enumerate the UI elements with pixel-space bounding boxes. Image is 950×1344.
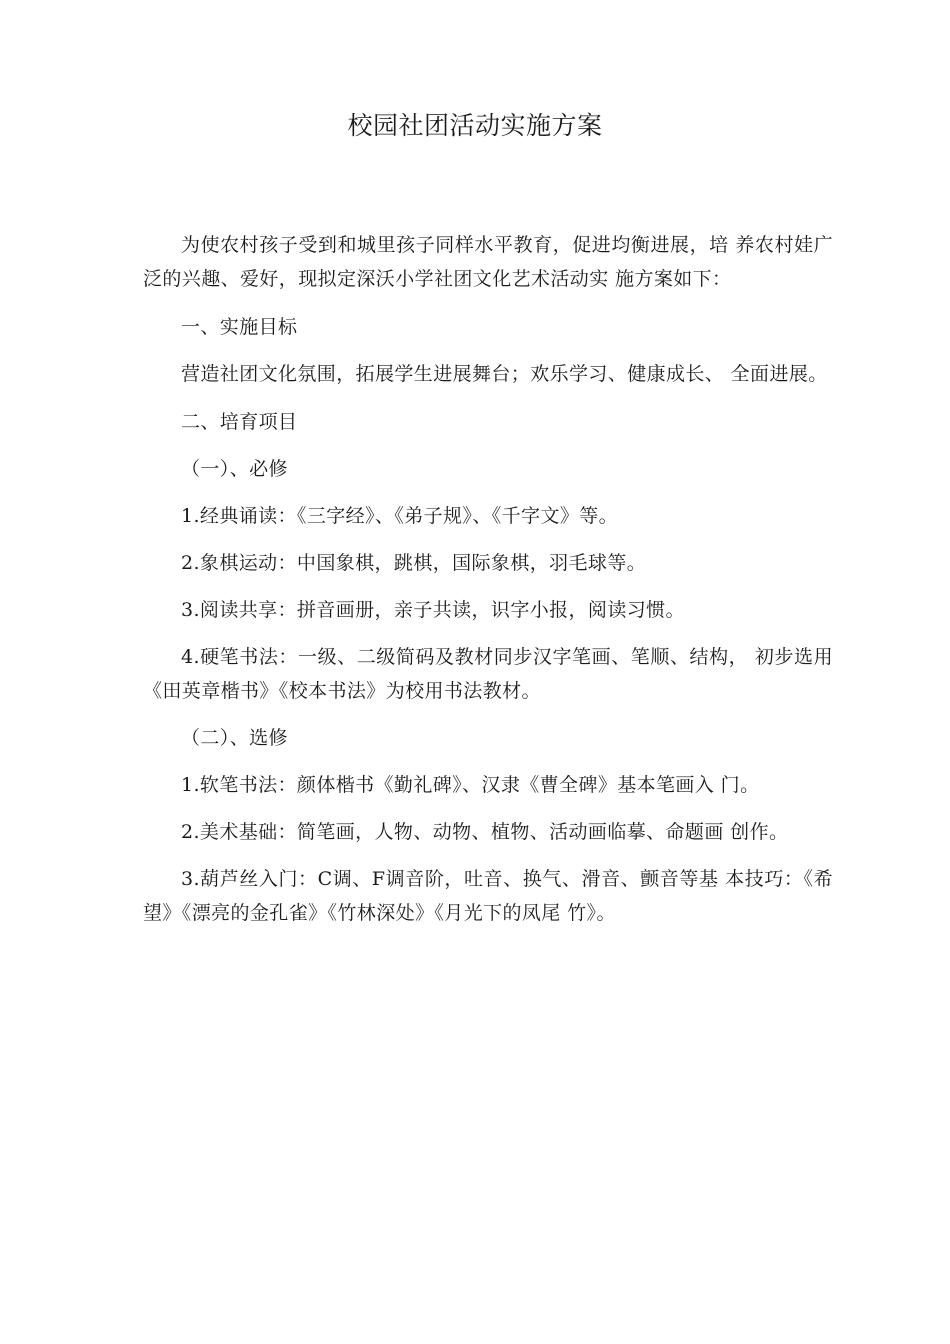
required-item: 3.阅读共享：拼音画册，亲子共读，识字小报，阅读习惯。 [181,599,685,621]
document-title: 校园社团活动实施方案 [347,111,603,140]
elective-item: 3.葫芦丝入门：C调、F调音阶，吐音、换气、滑音、颤音等基 本技巧：《希望》《漂亮的金孔雀》《竹林深处》《月光下的凤尾 竹》。 [143,868,833,924]
section-heading-goals: 一、实施目标 [181,316,298,338]
section-heading-projects: 二、培育项目 [181,411,298,433]
required-item: 1.经典诵读：《三字经》、《弟子规》、《千字文》等。 [181,505,619,527]
document-body [143,228,833,930]
subheading-required: （一）、必修 [181,458,288,480]
subheading-elective: （二）、选修 [181,727,288,749]
elective-item: 1.软笔书法：颜体楷书《勤礼碑》、汉隶《曹全碑》基本笔画入 门。 [181,774,760,796]
required-item: 2.象棋运动：中国象棋，跳棋，国际象棋，羽毛球等。 [181,552,647,574]
goals-paragraph: 营造社团文化氛围，拓展学生进展舞台；欢乐学习、健康成长、 全面进展。 [181,363,828,385]
required-item: 4.硬笔书法：一级、二级简码及教材同步汉字笔画、笔顺、结构， 初步选用《田英章楷书》《校本书法》为校用书法教材。 [143,646,833,702]
elective-item: 2.美术基础：简笔画，人物、动物、植物、活动画临摹、命题画 创作。 [181,821,789,843]
intro-paragraph: 为使农村孩子受到和城里孩子同样水平教育，促进均衡进展，培 养农村娃广泛的兴趣、爱好，现拟定深沃小学社团文化艺术活动实 施方案如下： [143,234,833,290]
